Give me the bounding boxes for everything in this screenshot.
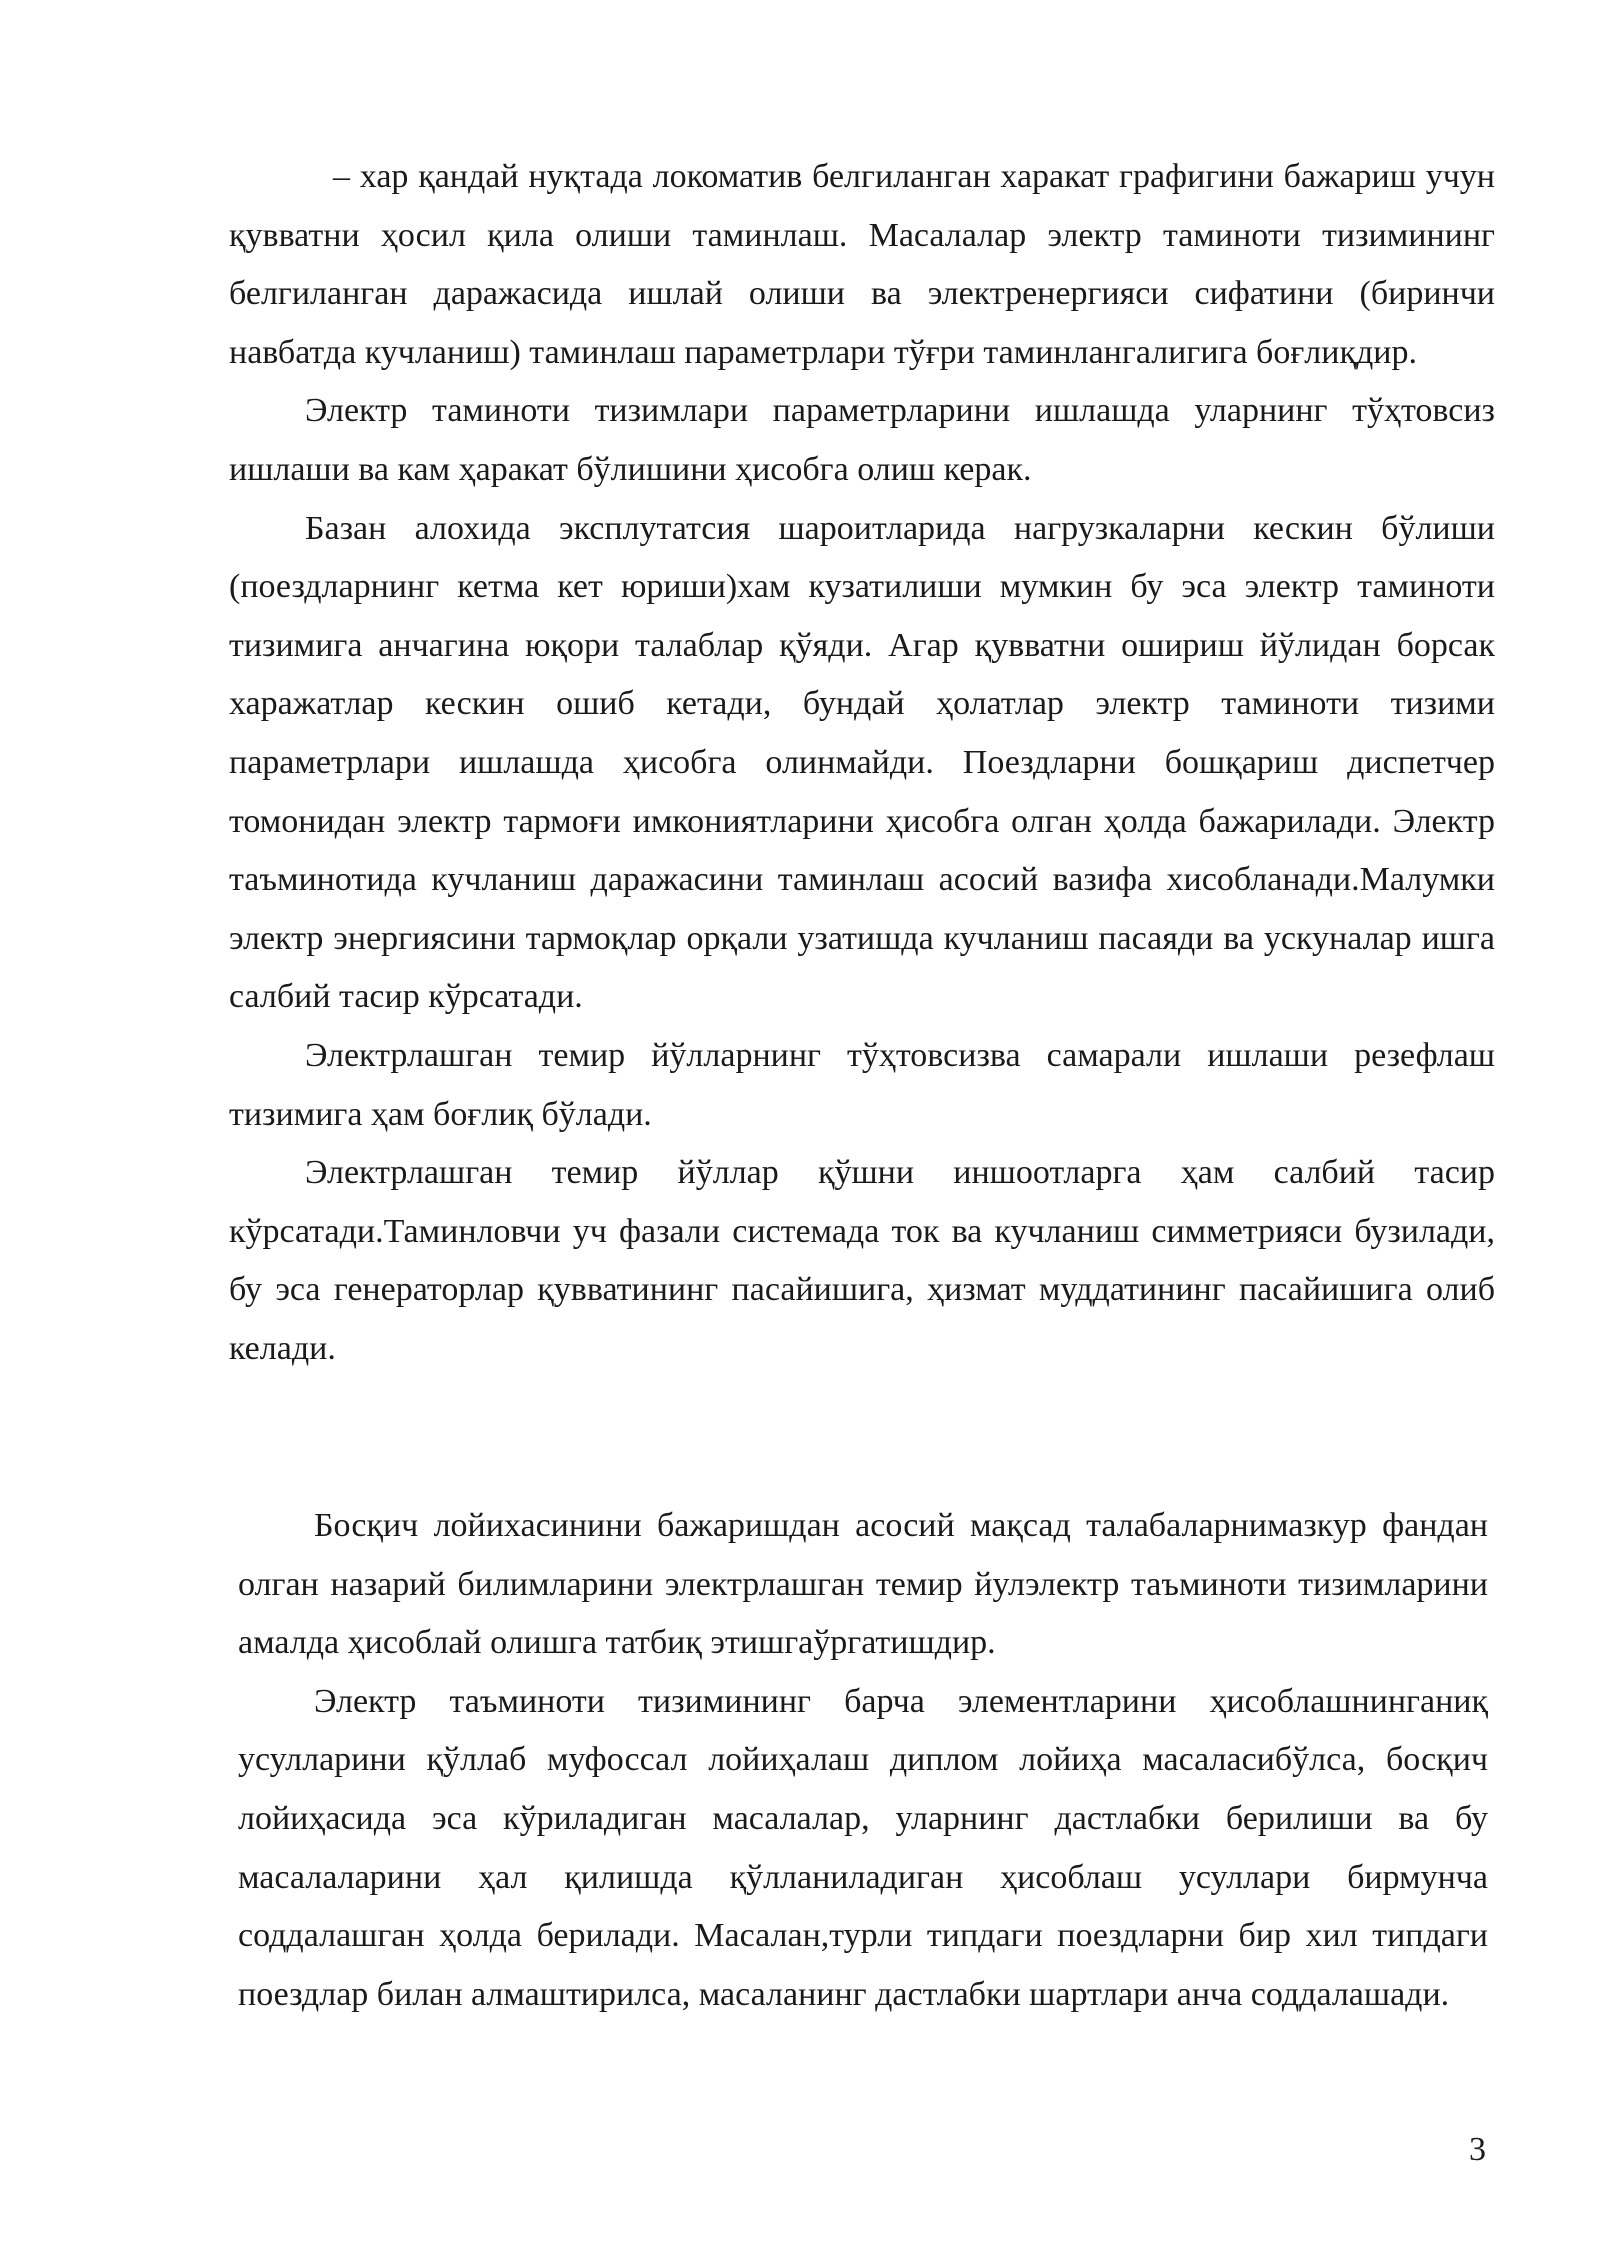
paragraph-calculation-methods: Электр таъминоти тизимининг барча элементларини ҳисоблашнинганиқ усулларини қўллаб муфоссал лойиҳалаш диплом лойиҳа масаласибўлса, босқич лойиҳасида эса кўриладиган масалалар, уларнинг дастлабки берилиши ва бу масалаларини ҳал қилишда қўлланиладиган ҳисоблаш усуллари бирмунча соддалашган ҳолда берилади. Масалан,турли типдаги поездларни бир хил типдаги поездлар билан алмаштирилса, масаланинг дастлабки шартлари анча соддалашади. [238,1682,1488,2013]
page-number: 3 [1469,2131,1486,2168]
secondary-text-block [238,1497,1488,2024]
paragraph-neighbor-structures: Электрлашган темир йўллар қўшни иншоотларга ҳам салбий тасир кўрсатади.Таминловчи уч фазали системада ток ва кучланиш симметрияси бузилади, бу эса генераторлар қувватининг пасайишига, ҳизмат муддатининг пасайишига олиб келади. [229,1154,1495,1367]
paragraph-power-supply-parameters: Электр таминоти тизимлари параметрларини ишлашда уларнинг тўҳтовсиз ишлаши ва кам ҳаракат бўлишини ҳисобга олиш керак. [229,392,1495,488]
paragraph-project-goal: Босқич лойихасинини бажаришдан асосий мақсад талабаларнимазкур фандан олган назарий билимларини электрлашган темир йулэлектр таъминоти тизимларини амалда ҳисоблай олишга татбиқ этишгаўргатишдир. [238,1507,1488,1662]
paragraph-redundancy: Электрлашган темир йўлларнинг тўҳтовсизва самарали ишлаши резефлаш тизимига ҳам боғлиқ бўлади. [229,1036,1495,1133]
paragraph-load-conditions: Базан алохида эксплутатсия шароитларида нагрузкаларни кескин бўлиши (поездларнинг кетма кет юриши)хам кузатилиши мумкин бу эса электр таминоти тизимига анчагина юқори талаблар қўяди. Агар қувватни ошириш йўлидан борсак харажатлар кескин ошиб кетади, бундай ҳолатлар электр таминоти тизими параметрлари ишлашда ҳисобга олинмайди. Поездларни бошқариш диспетчер томонидан электр тармоғи имкониятларини ҳисобга олган ҳолда бажарилади. Электр таъминотида кучланиш даражасини таминлаш асосий вазифа хисобланади.Малумки электр энергиясини тармоқлар орқали узатишда кучланиш пасаяди ва ускуналар ишга салбий тасир кўрсатади. [229,509,1495,1016]
main-text-block [229,148,1495,1378]
paragraph-locomotive-power: – хар қандай нуқтада локоматив белгиланган харакат графигини бажариш учун қувватни ҳосил қила олиши таминлаш. Масалалар электр таминоти тизимининг белгиланган даражасида ишлай олиши ва электренергияси сифатини (биринчи навбатда кучланиш) таминлаш параметрлари тўғри таминлангалигига боғлиқдир. [229,158,1495,371]
